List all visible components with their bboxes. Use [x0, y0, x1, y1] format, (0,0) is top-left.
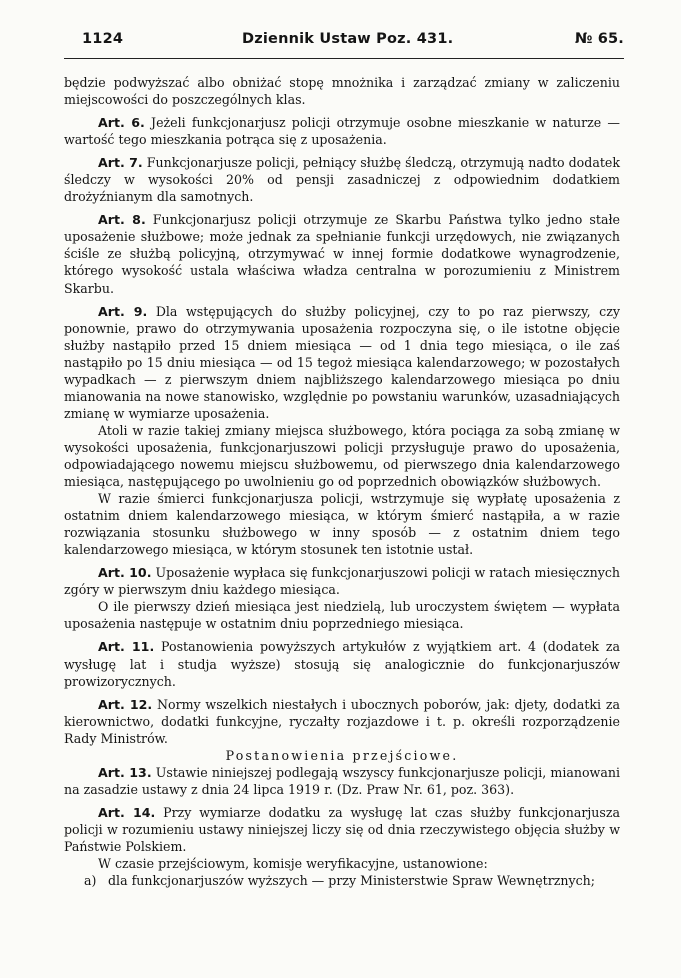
article-11-label: Art. 11.: [98, 639, 155, 655]
article-9-paragraph-3: W razie śmierci funkcjonarjusza policji, wstrzymuje się wypłatę uposażenia z ostatnim dniem kalendarzowego miesiąca, w którym śmierć nastąpiła, a w razie rozwiązania stosunku służbowego w inny sposób — z ostatnim dniem tego kalendarzowego miesiąca, w którym stosunek ten istotnie ustał.: [64, 491, 620, 558]
article-8: [64, 211, 620, 296]
article-9-label: Art. 9.: [98, 303, 148, 319]
page-number: 1124: [82, 31, 124, 47]
article-6: [64, 114, 620, 148]
section-heading: Postanowienia przejściowe.: [225, 747, 459, 763]
list-item-a-text: dla funkcjonarjuszów wyższych — przy Ministerstwie Spraw Wewnętrznych;: [108, 873, 596, 889]
article-10-text: Uposażenie wypłaca się funkcjonarjuszowi policji w ratach miesięcznych zgóry w pierwszym dniu każdego miesiąca.: [64, 565, 620, 598]
article-7-label: Art. 7.: [98, 155, 143, 171]
article-12-label: Art. 12.: [98, 696, 153, 712]
header-rule: [64, 58, 624, 59]
article-8-text: Funkcjonarjusz policji otrzymuje ze Skarbu Państwa tylko jedno stałe uposażenie służbowe; może jednak za spełnianie funkcji urzędowych, nie związanych ściśle ze służbą policyjną, otrzymywać w innej formie dodatkowe wynagrodzenie, którego wysokość ustala właściwa władza centralna w porozumieniu z Ministrem Skarbu.: [64, 212, 620, 296]
list-item-a-marker: a): [84, 873, 97, 889]
article-9: [64, 303, 620, 422]
article-7: [64, 154, 620, 205]
list-item-a: [64, 872, 620, 889]
article-13-label: Art. 13.: [98, 764, 152, 780]
article-7-text: Funkcjonarjusze policji, pełniący służbę śledczą, otrzymują nadto dodatek śledczy w wysokości 20% od pensji zasadniczej z odpowiednim dodatkiem drożyźnianym dla samotnych.: [64, 155, 620, 205]
paragraph-continuation: będzie podwyższać albo obniżać stopę mnożnika i zarządzać zmiany w zaliczeniu miejscowości do poszczególnych klas.: [64, 75, 620, 108]
article-6-label: Art. 6.: [98, 115, 145, 131]
journal-title: Dziennik Ustaw Poz. 431.: [242, 31, 454, 47]
article-14-label: Art. 14.: [98, 804, 156, 820]
article-14: [64, 804, 620, 855]
article-14-paragraph-2: W czasie przejściowym, komisje weryfikacyjne, ustanowione:: [98, 856, 488, 872]
article-6-text: Jeżeli funkcjonarjusz policji otrzymuje osobne mieszkanie w naturze — wartość tego mieszkania potrąca się z uposażenia.: [64, 115, 620, 148]
document-body: [64, 74, 620, 889]
article-12-text: Normy wszelkich niestałych i ubocznych poborów, jak: djety, dodatki za kierownictwo, dodatki funkcyjne, ryczałty rozjazdowe i t. p. określi rozporządzenie Rady Ministrów.: [64, 696, 620, 746]
article-10: [64, 564, 620, 598]
article-9-text: Dla wstępujących do służby policyjnej, czy to po raz pierwszy, czy ponownie, prawo do otrzymywania uposażenia rozpoczyna się, o ile istotne objęcie służby nastąpiło przed 15 dniem miesiąca — od 1 dnia tego miesiąca, o ile zaś nastąpiło po 15 dniu miesiąca — od 15 tegoż miesiąca kalendarzowego; w pozostałych wypadkach — z pierwszym dniem najbliższego kalendarzowego miesiąca po dniu mianowania na nowe stanowisko, względnie po powstaniu warunków, uzasadniających zmianę w wymiarze uposażenia.: [64, 303, 620, 421]
article-13-text: Ustawie niniejszej podlegają wszyscy funkcjonarjusze policji, mianowani na zasadzie ustawy z dnia 24 lipca 1919 r. (Dz. Praw Nr. 61, poz. 363).: [64, 764, 620, 797]
article-10-paragraph-2: O ile pierwszy dzień miesiąca jest niedzielą, lub uroczystem świętem — wypłata uposażenia następuje w ostatnim dniu poprzedniego miesiąca.: [64, 599, 620, 632]
article-8-label: Art. 8.: [98, 212, 146, 228]
article-11-text: Postanowienia powyższych artykułów z wyjątkiem art. 4 (dodatek za wysługę lat i studja wyższe) stosują się analogicznie do funkcjonarjuszów prowizorycznych.: [64, 639, 620, 689]
issue-number: № 65.: [574, 31, 624, 47]
article-9-paragraph-2: Atoli w razie takiej zmiany miejsca służbowego, która pociąga za sobą zmianę w wysokości uposażenia, funkcjonarjuszowi policji przysługuje prawo do uposażenia, odpowiadającego nowemu miejscu służbowemu, od pierwszego dnia kalendarzowego miesiąca, następującego po uwolnieniu go od poprzednich obowiązków służbowych.: [64, 422, 620, 490]
article-12: [64, 696, 620, 747]
article-13: [64, 764, 620, 798]
page-header: [64, 31, 624, 53]
article-14-text: Przy wymiarze dodatku za wysługę lat czas służby funkcjonarjusza policji w rozumieniu ustawy niniejszej liczy się od dnia rzeczywistego objęcia służby w Państwie Polskiem.: [64, 804, 620, 854]
article-11: [64, 638, 620, 689]
article-10-label: Art. 10.: [98, 565, 152, 581]
